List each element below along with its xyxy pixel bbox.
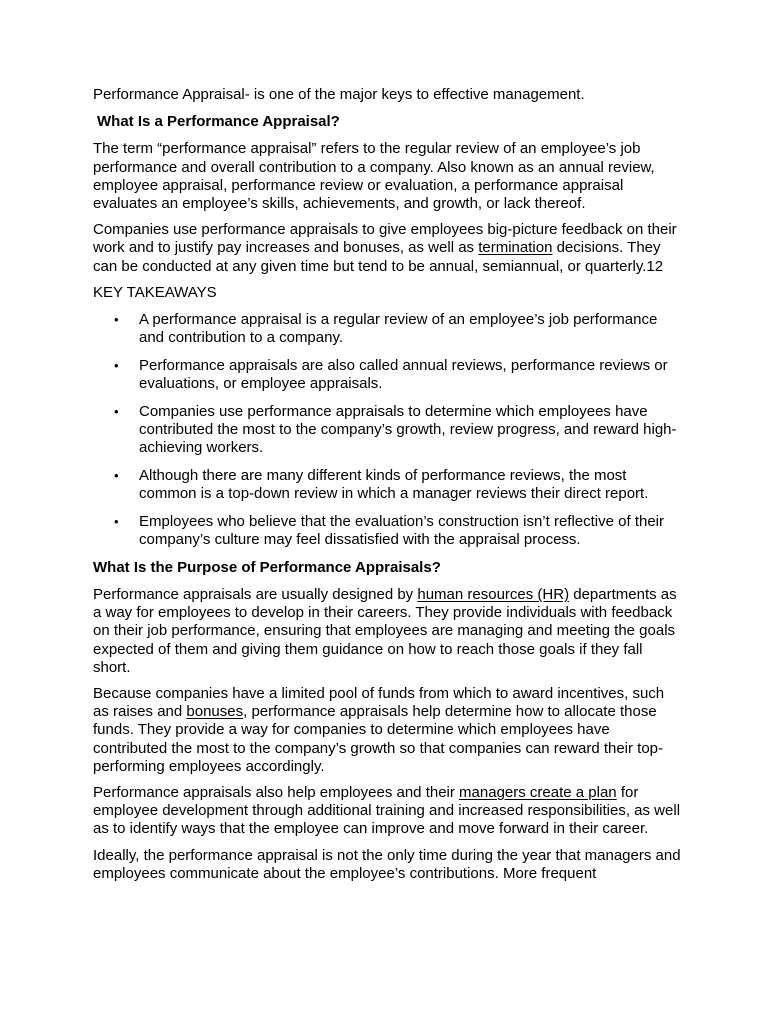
bullet-icon: •	[114, 513, 119, 529]
termination-link[interactable]: termination	[478, 239, 553, 257]
list-item	[93, 513, 683, 549]
list-item-text: Companies use performance appraisals to determine which employees have contributed the most to the company’s growth, review progress, and reward high-achieving workers.	[139, 402, 677, 457]
list-item	[93, 467, 683, 503]
paragraph-definition: The term “performance appraisal” refers to the regular review of an employee’s job performance and overall contribution to a company. Also known as an annual review, employee appraisal, performance review or evaluation, a performance appraisal evaluates an employee’s skills, achievements, and growth, or lack thereof.	[93, 140, 655, 213]
heading-what-is-appraisal: What Is a Performance Appraisal?	[97, 113, 340, 131]
document-page	[93, 86, 683, 891]
bullet-icon: •	[114, 312, 119, 328]
list-item-text: Although there are many different kinds of performance reviews, the most common is a top-down review in which a manager reviews their direct report.	[139, 466, 649, 503]
paragraph-text: for employee development through additional training and increased responsibilities, as well as to identify ways that the employee can improve and move forward in their career.	[93, 784, 681, 838]
heading-purpose: What Is the Purpose of Performance Appraisals?	[93, 558, 441, 576]
paragraph-text: Companies use performance appraisals to give employees big-picture feedback on their work and to justify pay increases and bonuses, as well as	[93, 221, 677, 257]
paragraph-ideally: Ideally, the performance appraisal is not the only time during the year that managers and employees communicate about the employee’s contributions. More frequent	[93, 846, 681, 882]
list-item	[93, 403, 683, 458]
list-item	[93, 357, 683, 393]
managers-plan-link[interactable]: managers create a plan	[459, 784, 617, 801]
bullet-icon: •	[114, 467, 119, 483]
bullet-icon: •	[114, 403, 119, 419]
paragraph-text: decisions. They can be conducted at any given time but tend to be annual, semiannual, or quarterly.12	[93, 239, 664, 275]
paragraph-text: , performance appraisals help determine how to allocate those funds. They provide a way for companies to determine which employees have contributed the most to the company’s growth so that companies can reward their top-performing employees accordingly.	[93, 703, 664, 775]
paragraph-companies-use	[93, 221, 683, 276]
bonuses-link[interactable]: bonuses	[186, 703, 244, 721]
paragraph-hr	[93, 586, 683, 677]
paragraph-text: Because companies have a limited pool of funds from which to award incentives, such as raises and	[93, 684, 665, 721]
key-takeaways-list	[93, 311, 683, 549]
list-item-text: Performance appraisals are also called annual reviews, performance reviews or evaluations, or employee appraisals.	[139, 356, 668, 393]
key-takeaways-label: KEY TAKEAWAYS	[93, 283, 217, 301]
paragraph-text: departments as a way for employees to develop in their careers. They provide individuals with feedback on their job performance, ensuring that employees are managing and meeting the goals expected of them and giving them guidance on how to reach those goals if they fall short.	[93, 585, 677, 676]
list-item-text: Employees who believe that the evaluation’s construction isn’t reflective of their company’s culture may feel dissatisfied with the appraisal process.	[139, 512, 665, 549]
paragraph-text: Performance appraisals are usually designed by	[93, 585, 418, 603]
list-item-text: A performance appraisal is a regular review of an employee’s job performance and contribution to a company.	[139, 311, 658, 347]
paragraph-text: Performance appraisals also help employees and their	[93, 784, 460, 801]
human-resources-link[interactable]: human resources (HR)	[417, 585, 570, 603]
paragraph-development	[93, 784, 683, 839]
paragraph-funds	[93, 685, 683, 776]
list-item	[93, 311, 683, 347]
intro-text: Performance Appraisal- is one of the major keys to effective management.	[93, 86, 585, 103]
bullet-icon: •	[114, 357, 119, 373]
